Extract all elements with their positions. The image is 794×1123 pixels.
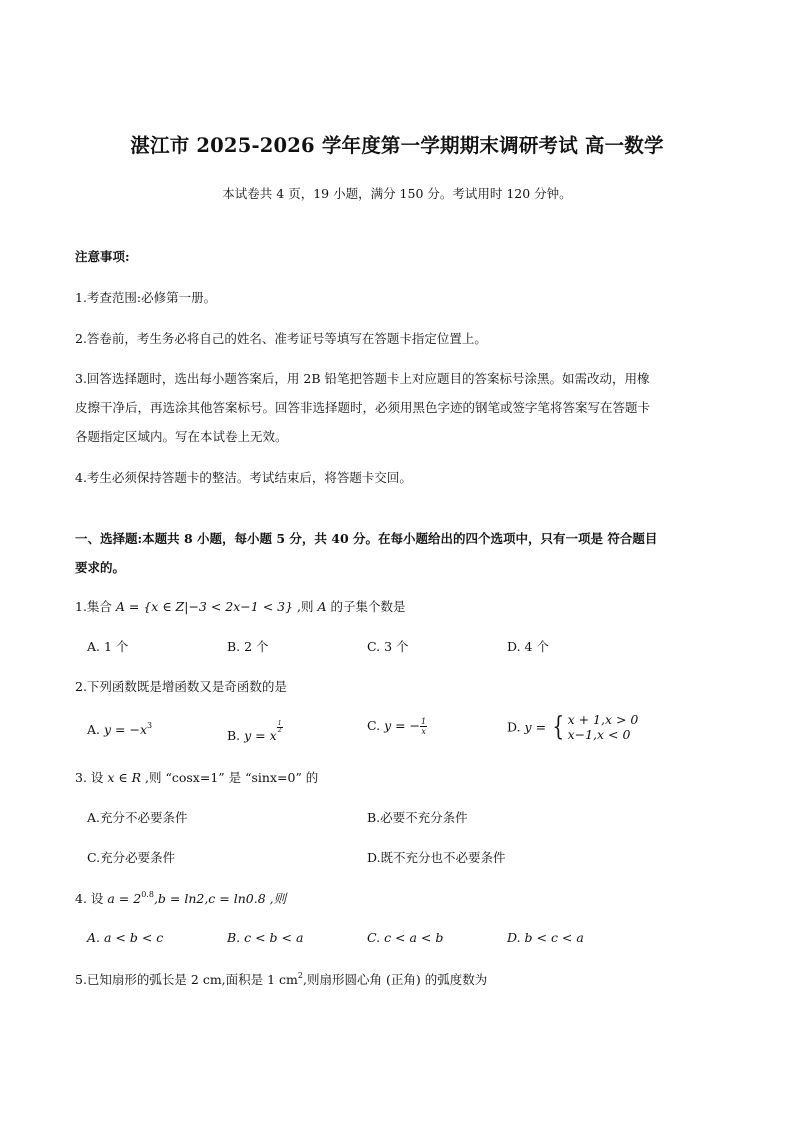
q1-prefix: 1.集合 [75, 599, 116, 614]
q1-option-c: C. 3 个 [367, 639, 409, 654]
question-4 [75, 889, 286, 907]
q2-c-label: C. [367, 718, 385, 733]
q2-a-exponent: 3 [147, 721, 153, 730]
q2-d-expr: y = [524, 719, 551, 735]
section-heading-cont: 要求的。 [75, 560, 126, 575]
notice-item: 各题指定区域内。写在本试卷上无效。 [75, 429, 288, 444]
q2-option-a [87, 721, 152, 737]
q5-part1: 5.已知扇形的弧长是 2 cm,面积是 1 cm [75, 972, 298, 987]
q2-b-exponent [277, 721, 283, 734]
q1-var: A [317, 599, 327, 614]
q2-b-label: B. [227, 728, 245, 743]
section-heading: 一、选择题:本题共 8 小题，每小题 5 分，共 40 分。在每小题给出的四个选项中，只有一项是 符合题目 [75, 531, 658, 546]
q1-tail: 的子集个数是 [326, 599, 406, 614]
q2-c-fraction [420, 717, 427, 736]
notice-item: 3.回答选择题时，选出每小题答案后，用 2B 铅笔把答题卡上对应题目的答案标号涂黑。如需改动，用橡 [75, 371, 650, 386]
exam-subtitle: 本试卷共 4 页，19 小题，满分 150 分。考试用时 120 分钟。 [222, 186, 572, 201]
q4-option-a: A. a < b < c [87, 930, 164, 945]
q2-c-num: 1 [421, 717, 427, 726]
exam-title: 湛江市 2025-2026 学年度第一学期期末调研考试 高一数学 [130, 134, 664, 157]
q2-d-case2: x−1,x < 0 [567, 727, 631, 742]
notice-heading: 注意事项: [75, 249, 130, 264]
q2-option-d [507, 712, 638, 742]
q4-a-part: a = 2 [107, 891, 142, 906]
q2-option-b [227, 721, 283, 743]
q1-option-d: D. 4 个 [507, 639, 549, 654]
notice-item: 皮擦干净后，再选涂其他答案标号。回答非选择题时，必须用黑色字迹的钢笔或签字笔将答案写在答题卡 [75, 400, 651, 415]
q2-d-case1: x + 1,x > 0 [567, 712, 639, 727]
q3-option-d: D.既不充分也不必要条件 [367, 850, 506, 865]
q2-b-den: 2 [277, 727, 282, 734]
q3-option-c: C.充分必要条件 [87, 850, 176, 865]
question-3 [75, 768, 318, 786]
question-2: 2.下列函数既是增函数又是奇函数的是 [75, 679, 287, 694]
q4-rest: ,b = ln2,c = ln0.8 ,则 [153, 891, 287, 906]
notice-item: 1.考查范围:必修第一册。 [75, 290, 217, 305]
question-1 [75, 597, 406, 615]
notice-item: 2.答卷前，考生务必将自己的姓名、准考证号等填写在答题卡指定位置上。 [75, 331, 487, 346]
q2-option-c [367, 717, 427, 736]
q5-part2: ,则扇形圆心角 (正角) 的弧度数为 [303, 972, 488, 987]
q2-c-expr: y = − [384, 718, 421, 733]
q3-prefix: 3. 设 [75, 770, 108, 785]
q1-set: A = {x ∈ Z|−3 < 2x−1 < 3} [115, 599, 294, 614]
q4-a-exponent: 0.8 [141, 890, 154, 899]
q2-d-cases [568, 712, 639, 742]
q4-option-c: C. c < a < b [367, 930, 444, 945]
q2-b-num: 1 [277, 720, 282, 727]
q4-prefix: 4. 设 [75, 891, 108, 906]
q2-d-label: D. [507, 719, 525, 735]
q1-suffix: ,则 [293, 599, 318, 614]
q3-option-a: A.充分不必要条件 [87, 810, 188, 825]
q5-exponent: 2 [297, 971, 304, 980]
q2-c-den: x [421, 727, 426, 736]
q1-option-b: B. 2 个 [227, 639, 269, 654]
q3-rest: ,则 “cosx=1” 是 “sinx=0” 的 [141, 770, 319, 785]
q4-option-b: B. c < b < a [227, 930, 304, 945]
q1-option-a: A. 1 个 [87, 639, 129, 654]
q2-a-label: A. [87, 722, 104, 737]
q2-a-expr: y = −x [103, 722, 147, 737]
q2-d-brace: { [552, 712, 565, 742]
q4-option-d: D. b < c < a [507, 930, 584, 945]
q3-option-b: B.必要不充分条件 [367, 810, 468, 825]
q3-condition: x ∈ R [107, 770, 142, 785]
q2-b-expr: y = x [244, 728, 277, 743]
notice-item: 4.考生必须保持答题卡的整洁。考试结束后，将答题卡交回。 [75, 470, 412, 485]
question-5 [75, 970, 487, 988]
